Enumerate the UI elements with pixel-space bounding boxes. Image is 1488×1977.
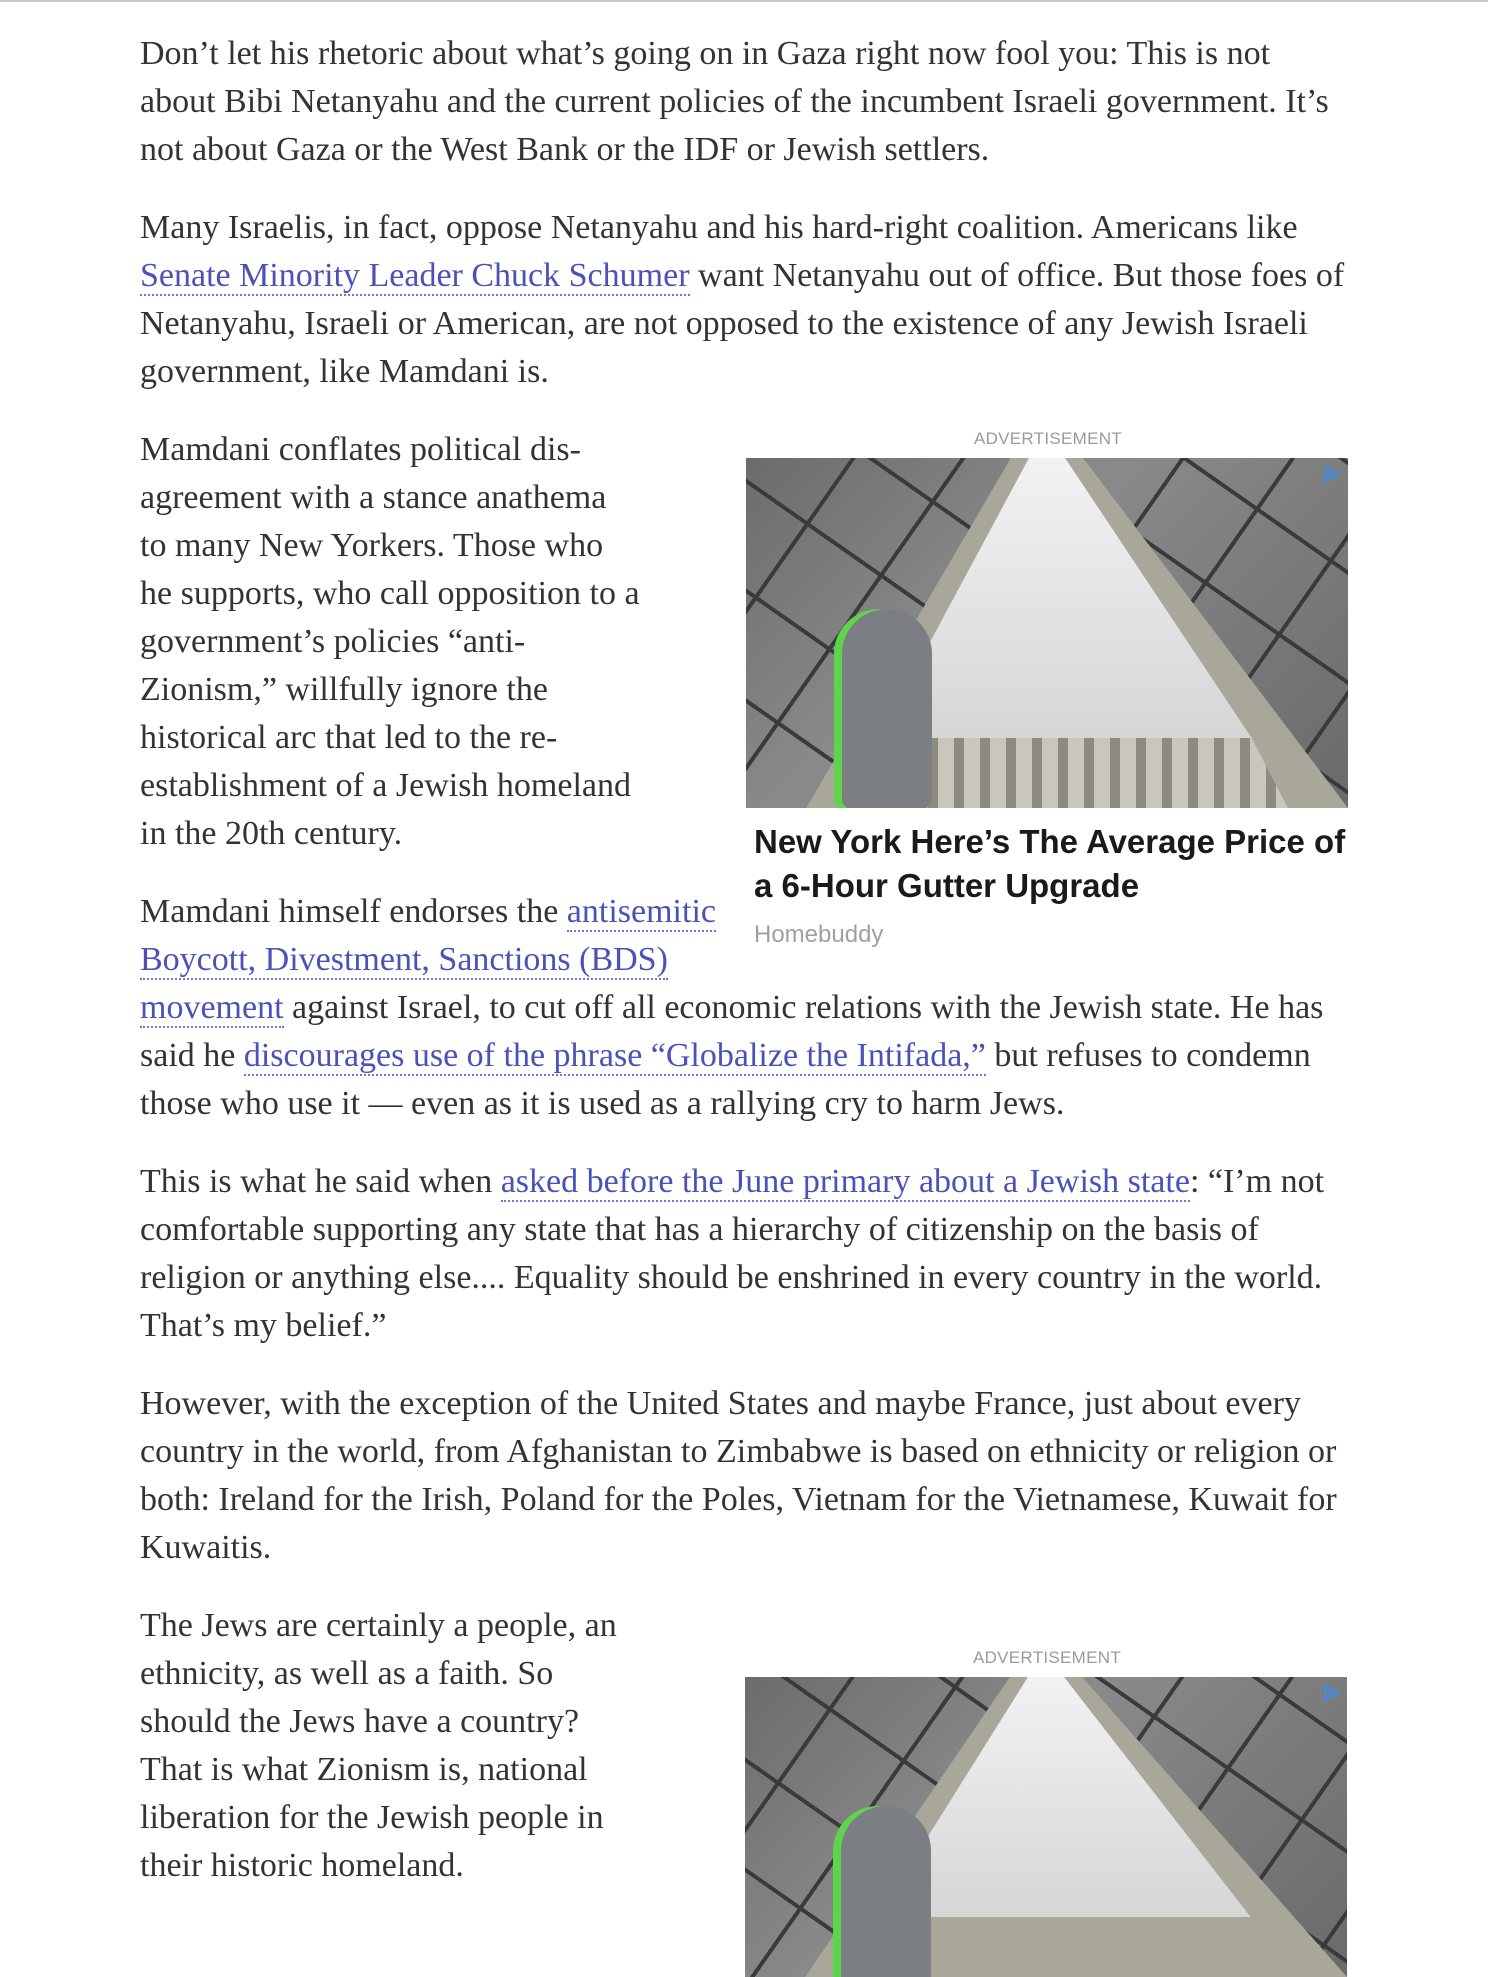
adchoices-icon[interactable]: [1321, 1683, 1341, 1703]
paragraph-text: This is what he said when: [140, 1163, 501, 1200]
ad-label: ADVERTISEMENT: [972, 1648, 1122, 1667]
link-schumer[interactable]: Senate Minority Leader Chuck Schumer: [140, 257, 690, 294]
link-june-primary[interactable]: asked before the June primary about a Jewish state: [500, 1163, 1190, 1200]
paragraph-text: Mamdani himself endorses the: [140, 893, 567, 930]
ad-image[interactable]: [745, 1677, 1347, 1977]
paragraph-7: The Jews are certainly a people, an ethnicity, as well as a faith. So should the Jews have a country? That is what Zionism is, national liberation for the Jewish people in their historic homeland.: [140, 1607, 617, 1884]
adchoices-icon[interactable]: [1322, 464, 1342, 484]
link-globalize-intifada[interactable]: discourages use of the phrase “Globalize the Intifada,”: [243, 1037, 986, 1074]
advertisement-1[interactable]: [746, 426, 1350, 950]
top-divider: [0, 0, 1488, 2]
paragraph-2: [140, 204, 1350, 396]
paragraph-text: Many Israelis, in fact, oppose Netanyahu and his hard-right coalition. Americans like: [140, 209, 1298, 246]
ad-source[interactable]: Homebuddy: [754, 921, 884, 948]
paragraph-6: However, with the exception of the United States and maybe France, just about every country in the world, from Afghanistan to Zimbabwe is based on ethnicity or religion or both: Ireland for the Irish, Poland for the Poles, Vietnam for the Vietnamese, Kuwait for Kuwaitis.: [140, 1385, 1337, 1566]
link-bds-movement[interactable]: antisemitic Boycott, Divestment, Sanctions (BDS) movement: [140, 893, 716, 1026]
article-body: [140, 30, 1350, 1920]
paragraph-text: : “I’m not comfortable supporting any state that has a hierarchy of citizenship on the basis of religion or anything else.... Equality should be enshrined in every country in the world. That’s my belief.”: [140, 1163, 1325, 1344]
paragraph-3: Mamdani conflates political disagreement with a stance anathema to many New Yorkers. Those who he supports, who call opposition to a government’s policies “anti-Zionism,” willfully ignore the historical arc that led to the re-establishment of a Jewish homeland in the 20th century.: [140, 431, 640, 852]
ad-image[interactable]: [746, 458, 1348, 808]
advertisement-2[interactable]: [745, 1645, 1349, 1977]
ad-label: ADVERTISEMENT: [973, 429, 1123, 448]
paragraph-5: [140, 1158, 1350, 1350]
paragraph-1: Don’t let his rhetoric about what’s going on in Gaza right now fool you: This is not about Bibi Netanyahu and the current policies of the incumbent Israeli government. It’s not about Gaza or the West Bank or the IDF or Jewish settlers.: [140, 35, 1329, 168]
paragraph-text: but refuses to condemn those who use it — even as it is used as a rallying cry to harm Jews.: [140, 1037, 1311, 1122]
paragraph-text: against Israel, to cut off all economic relations with the Jewish state. He has said he: [140, 989, 1324, 1074]
paragraph-text: want Netanyahu out of office. But those foes of Netanyahu, Israeli or American, are not opposed to the existence of any Jewish Israeli government, like Mamdani is.: [140, 257, 1345, 390]
ad-title[interactable]: New York Here’s The Average Price of a 6-Hour Gutter Upgrade: [754, 823, 1346, 904]
glove-graphic: [842, 609, 932, 809]
glove-graphic: [841, 1806, 931, 1977]
